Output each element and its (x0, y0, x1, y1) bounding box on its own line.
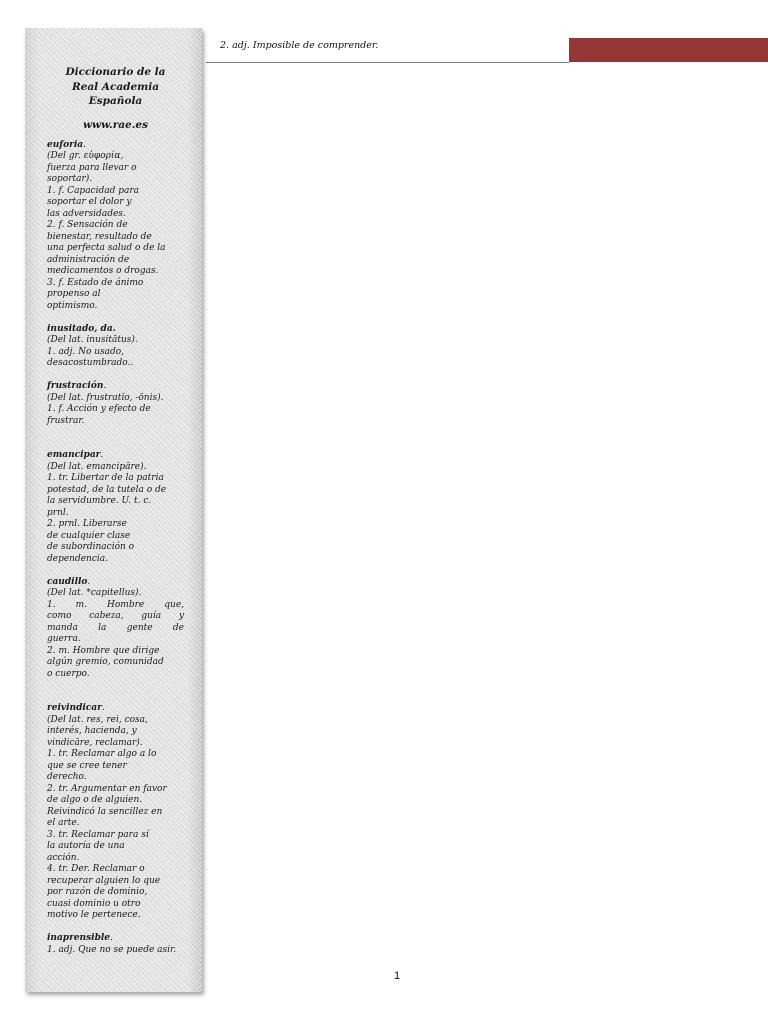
entry-line: como cabeza, guía y (47, 611, 184, 621)
entry-line: 1. tr. Libertar de la patria (47, 473, 164, 483)
sidebar-title-line: Española (88, 95, 143, 107)
entry-headword: euforia (47, 139, 84, 150)
entry-line: que se cree tener (47, 760, 127, 771)
header-definition-text: 2. adj. Imposible de comprender. (220, 40, 379, 51)
entry-line: 1. f. Acción y efecto de (47, 404, 151, 414)
entry-inusitado (47, 324, 184, 370)
entry-line: algún gremio, comunidad (47, 657, 164, 667)
sidebar-title-line: Real Academia (71, 80, 160, 93)
entry-line: prnl. (47, 507, 69, 518)
entry-line: Reivindicó la sencillez en (47, 806, 163, 817)
entry-frustracion: frustración. (Del lat. frustratĭo, -ōnis). 1. f. Acción y efecto de frustrar. (47, 381, 184, 427)
entry-line: fuerza para llevar o (47, 162, 137, 173)
entry-line: potestad, de la tutela o de (47, 484, 167, 495)
dictionary-sidebar (25, 28, 202, 992)
entry-euforia: euforia. (Del gr. εὐφορία, fuerza para llevar o soportar). 1. f. Capacidad para soportar el dolor y las adversidades. 2. f. Sensación de bienestar, resultado de una perfecta salud o de la administración de medicamentos o drogas. 3. f. Estado de ánimo propenso al optimismo. (47, 140, 184, 313)
entry-line: por razón de dominio, (47, 887, 148, 897)
entry-line: 1. adj. No usado, (47, 346, 125, 357)
entry-line: propenso al (47, 289, 101, 299)
entry-line: frustrar. (47, 415, 85, 426)
header-accent-bar (569, 38, 768, 62)
header-divider (206, 62, 569, 63)
entry-line: motivo le pertenece. (47, 910, 141, 920)
entry-line: bienestar, resultado de (47, 231, 152, 242)
entry-line: desacostumbrado.. (47, 358, 134, 368)
entry-line: medicamentos o drogas. (47, 266, 159, 276)
entry-line: el arte. (47, 818, 80, 828)
entry-line: optimismo. (47, 300, 98, 311)
entry-line: (Del lat. res, rei, cosa, (47, 714, 148, 725)
entry-line: la servidumbre. U. t. c. (47, 496, 152, 506)
sidebar-title-line: Diccionario de la (65, 66, 166, 78)
entry-line: guerra. (47, 634, 81, 644)
entry-line: acción. (47, 852, 80, 863)
entry-line: 2. tr. Argumentar en favor (47, 783, 167, 794)
entry-line: interés, hacienda, y (47, 726, 137, 736)
entry-line: administración de (47, 254, 130, 265)
entry-line: dependencia. (47, 553, 109, 564)
entry-headword: reivindicar (47, 703, 102, 713)
entry-line: 2. prnl. Liberarse (47, 519, 127, 529)
entry-line: (Del lat. inusitātus). (47, 335, 138, 345)
entry-headword: frustración (47, 381, 104, 391)
entry-line: recuperar alguien lo que (47, 875, 161, 886)
sidebar-title (47, 65, 184, 109)
entry-line: la autoría de una (47, 841, 125, 851)
entry-emancipar: emancipar. (Del lat. emancipāre). 1. tr. Libertar de la patria potestad, de la tutela o de la servidumbre. U. t. c. prnl. 2. prnl. Liberarse de cualquier clase de subordinación o dependencia. (47, 450, 184, 565)
entry-line: o cuerpo. (47, 668, 90, 679)
entry-line: 1. adj. Que no se puede asir. (47, 944, 177, 955)
entry-caudillo: caudillo. (Del lat. *capitellus). 1. m. Hombre que, como cabeza, guía y manda la gente de guerra. 2. m. Hombre que dirige algún gremio, comunidad o cuerpo. (47, 576, 184, 679)
entry-line: una perfecta salud o de la (47, 243, 166, 253)
entry-headword: caudillo (47, 576, 88, 587)
entry-line: (Del lat. *capitellus). (47, 588, 142, 598)
entry-line: derecho. (47, 772, 87, 782)
entry-inaprensible: inaprensible. 1. adj. Que no se puede asir. (47, 933, 184, 956)
entry-line: 4. tr. Der. Reclamar o (47, 864, 145, 874)
entry-reivindicar: reivindicar. (Del lat. res, rei, cosa, interés, hacienda, y vindicāre, reclamar). 1. tr. Reclamar algo a lo que se cree tener derecho. 2. tr. Argumentar en favor de algo o de alguien. Reivindicó la sencillez en el arte. 3. tr. Reclamar para sí la autoría de una acción. 4. tr. Der. Reclamar o recuperar alguien lo que por razón de dominio, cuasi dominio u otro motivo le pertenece. (47, 703, 184, 922)
entry-line: vindicāre, reclamar). (47, 737, 143, 748)
entry-line: (Del lat. frustratĭo, -ōnis). (47, 392, 164, 403)
entry-line: (Del gr. εὐφορία, (47, 151, 124, 161)
entry-headword: inusitado, da. (47, 323, 116, 334)
entry-line: soportar). (47, 174, 93, 184)
entry-line: 1. tr. Reclamar algo a lo (47, 749, 157, 759)
entry-line: 2. f. Sensación de (47, 220, 128, 230)
entry-line: soportar el dolor y (47, 197, 132, 207)
entry-line: de subordinación o (47, 542, 135, 552)
website-link[interactable]: www.rae.es (83, 118, 148, 131)
entry-line: de cualquier clase (47, 530, 131, 541)
entry-line: 1. f. Capacidad para (47, 185, 140, 196)
entry-line: las adversidades. (47, 208, 126, 219)
entry-line: cuasi dominio u otro (47, 898, 141, 909)
entry-headword: emancipar (47, 450, 101, 460)
entry-line: (Del lat. emancipāre). (47, 461, 147, 472)
entry-line: 1. m. Hombre que, (47, 599, 184, 610)
entry-line: 2. m. Hombre que dirige (47, 645, 160, 656)
entry-line: 3. tr. Reclamar para sí (47, 829, 149, 840)
entry-headword: inaprensible (47, 933, 111, 943)
page-number: 1 (394, 970, 401, 982)
entry-line: manda la gente de (47, 622, 184, 633)
entry-line: 3. f. Estado de ánimo (47, 277, 144, 288)
entry-line: de algo o de alguien. (47, 795, 143, 805)
